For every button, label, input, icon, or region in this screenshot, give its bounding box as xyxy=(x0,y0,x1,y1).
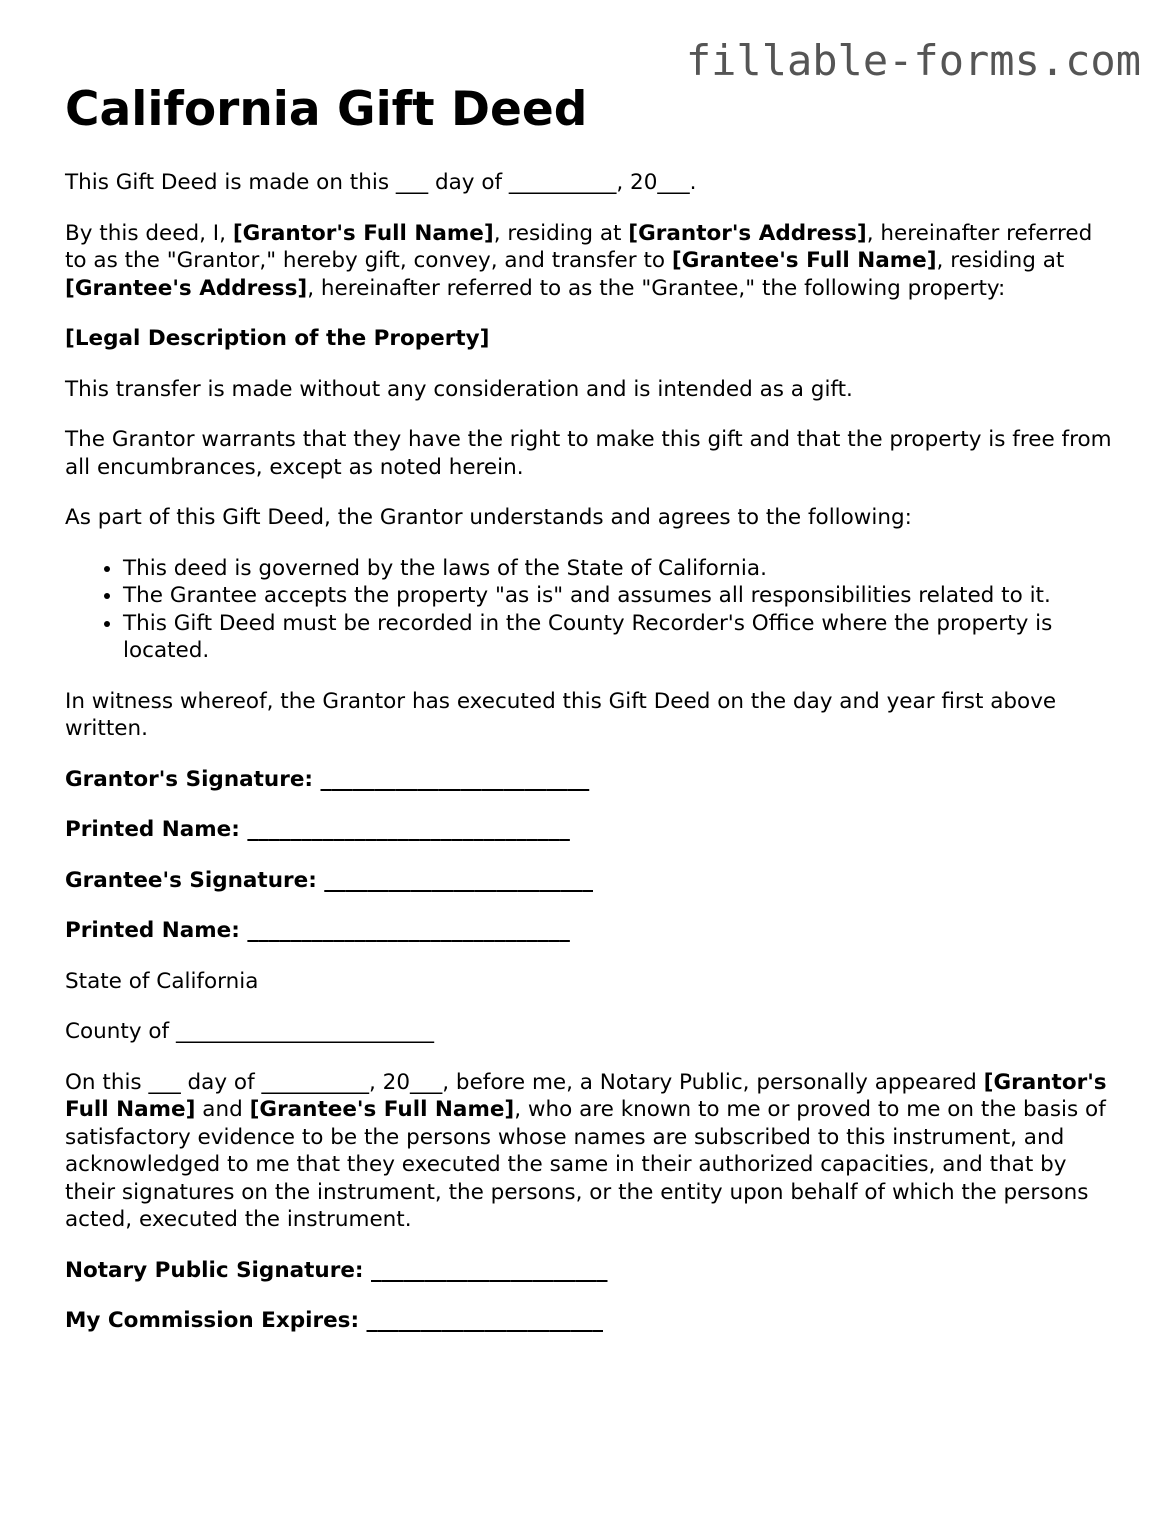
grantor-name-placeholder: [Grantor's Full Name] xyxy=(232,220,494,246)
list-item: • The Grantee accepts the property "as is" and assumes all responsibilities related to it. xyxy=(123,582,1115,610)
date-line: This Gift Deed is made on this ___ day of __________, 20___. xyxy=(65,170,697,195)
watermark: fillable-forms.com xyxy=(685,36,1141,85)
grantee-printed-name-field[interactable]: Printed Name: ______________________________ xyxy=(65,918,570,943)
intro-text-2: , residing at xyxy=(493,220,629,246)
agreement-intro: As part of this Gift Deed, the Grantor understands and agrees to the following: xyxy=(65,505,912,530)
intro-text-3: , hereinafter referred to as the "Grantor," hereby gift, convey, and transfer to xyxy=(65,220,1093,273)
document-title: California Gift Deed xyxy=(65,82,588,137)
grantee-address-placeholder: [Grantee's Address] xyxy=(65,275,308,301)
notary-signature-field[interactable]: Notary Public Signature: ______________________ xyxy=(65,1257,608,1283)
consideration-paragraph: This transfer is made without any consideration and is intended as a gift. xyxy=(65,376,853,402)
intro-text-4: , residing at xyxy=(936,248,1065,273)
grantee-signature-field[interactable]: Grantee's Signature: _________________________ xyxy=(65,867,594,893)
terms-list xyxy=(65,555,1115,665)
intro-paragraph xyxy=(65,220,1115,303)
witness-paragraph: In witness whereof, the Grantor has executed this Gift Deed on the day and year first above written. xyxy=(65,688,1057,741)
legal-description-label: [Legal Description of the Property] xyxy=(65,326,490,351)
grantee-name-placeholder: [Grantee's Full Name] xyxy=(671,248,937,273)
intro-text-1: By this deed, I, xyxy=(65,220,233,246)
county-field[interactable]: County of ________________________ xyxy=(65,1019,434,1044)
list-item: • This Gift Deed must be recorded in the County Recorder's Office where the property is located. xyxy=(123,610,1115,665)
state-line: State of California xyxy=(65,968,259,994)
grantor-printed-name-field[interactable]: Printed Name: ______________________________ xyxy=(65,817,570,842)
intro-text-5: , hereinafter referred to as the "Grantee," the following property: xyxy=(307,275,1006,301)
notary-text-3: , who are known to me or proved to me on the basis of satisfactory evidence to be the persons whose names are subscribed to this instrument, and acknowledged to me that they executed the same in their authorized capacities, and that by their signatures on the instrument, the persons, or the entity upon behalf of which the persons acted, executed the instrument. xyxy=(65,1097,1106,1232)
document-body xyxy=(65,80,1115,1335)
legal-description xyxy=(65,325,1115,353)
notary-grantor-name-placeholder: [Grantor's Full Name] xyxy=(65,1069,1107,1122)
warranty-paragraph: The Grantor warrants that they have the right to make this gift and that the property is free from all encumbrances, except as noted herein. xyxy=(65,427,1112,480)
grantor-address-placeholder: [Grantor's Address] xyxy=(628,220,867,246)
notary-paragraph xyxy=(65,1069,1115,1234)
grantor-signature-field[interactable]: Grantor's Signature: _________________________ xyxy=(65,766,590,792)
notary-text-1: On this ___ day of __________, 20___, before me, a Notary Public, personally appeared xyxy=(65,1069,984,1095)
notary-grantee-name-placeholder: [Grantee's Full Name] xyxy=(249,1097,515,1122)
commission-expires-field[interactable]: My Commission Expires: ______________________ xyxy=(65,1308,604,1333)
notary-text-2: and xyxy=(195,1097,250,1122)
list-item: • This deed is governed by the laws of the State of California. xyxy=(123,555,1115,583)
